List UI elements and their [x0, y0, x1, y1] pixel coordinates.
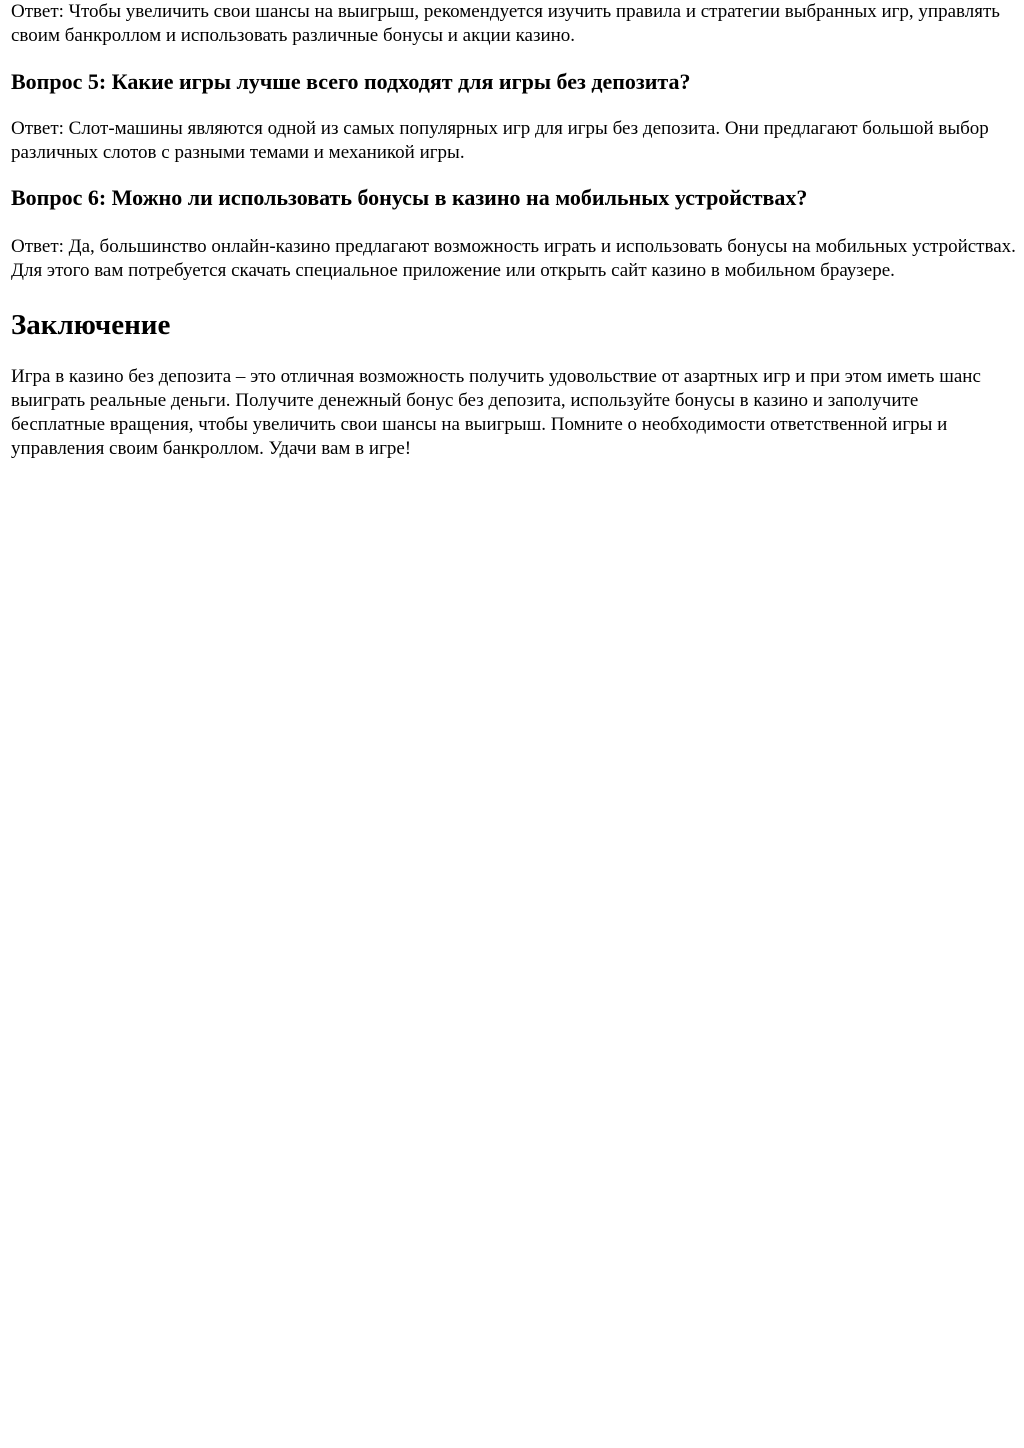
question-5-heading: Вопрос 5: Какие игры лучше всего подходят для игры без депозита?: [11, 69, 691, 94]
answer-5-paragraph: Ответ: Слот-машины являются одной из самых популярных игр для игры без депозита. Они предлагают большой выбор различных слотов с разными темами и механикой игры.: [11, 118, 989, 163]
answer-6-paragraph: Ответ: Да, большинство онлайн-казино предлагают возможность играть и использовать бонусы на мобильных устройствах. Для этого вам потребуется скачать специальное приложение или открыть сайт казино в мобильном браузере.: [11, 236, 1016, 281]
answer-4-paragraph: Ответ: Чтобы увеличить свои шансы на выигрыш, рекомендуется изучить правила и стратегии выбранных игр, управлять своим банкроллом и использовать различные бонусы и акции казино.: [11, 1, 1000, 46]
conclusion-heading: Заключение: [11, 309, 171, 341]
article-body: [0, 0, 1024, 461]
question-6-heading: Вопрос 6: Можно ли использовать бонусы в казино на мобильных устройствах?: [11, 185, 808, 210]
conclusion-paragraph: Игра в казино без депозита – это отличная возможность получить удовольствие от азартных игр и при этом иметь шанс выиграть реальные деньги. Получите денежный бонус без депозита, используйте бонусы в казино и заполучите бесплатные вращения, чтобы увеличить свои шансы на выигрыш. Помните о необходимости ответственной игры и управления своим банкроллом. Удачи вам в игре!: [11, 366, 981, 459]
